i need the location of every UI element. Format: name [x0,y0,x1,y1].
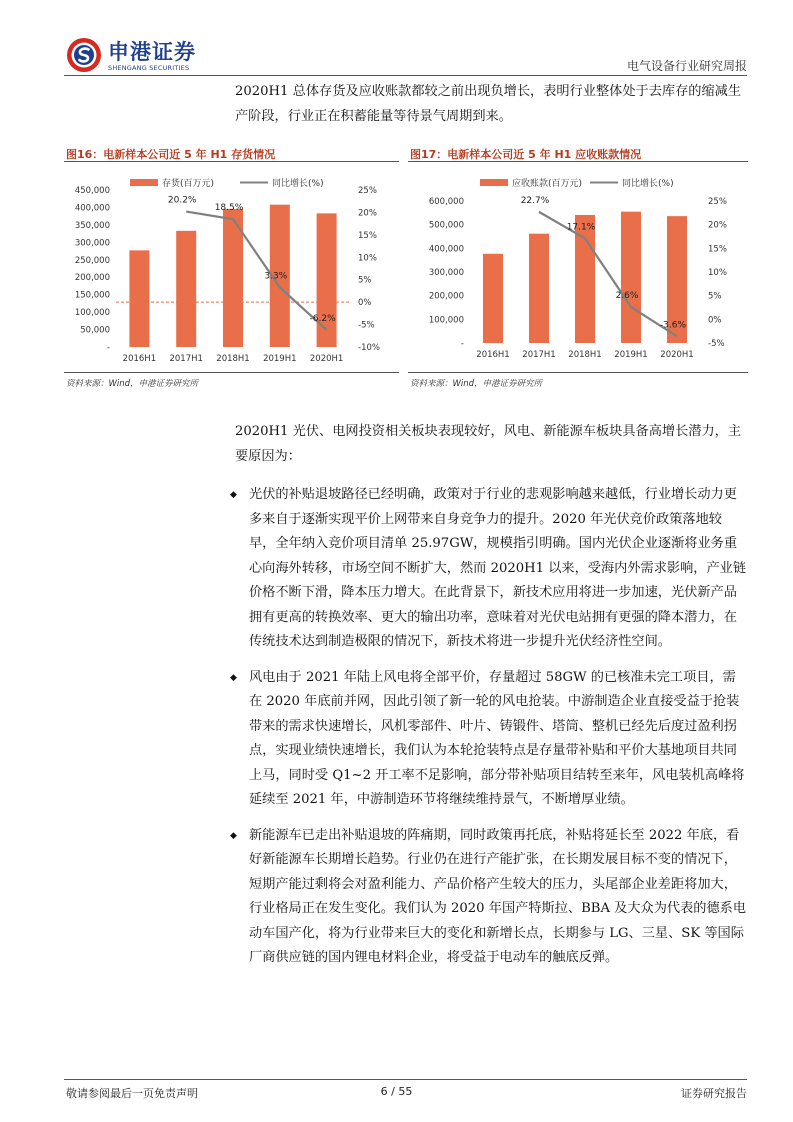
bar-2016H1 [483,254,503,343]
y2-axis-tick-label: 10% [358,253,377,264]
x-axis-tick-label: 2020H1 [660,350,694,360]
y-axis-tick-label: - [460,339,464,349]
y2-axis-tick-label: -5% [708,339,725,349]
legend-swatch-bar [480,179,508,186]
y2-axis-tick-label: 20% [358,208,377,219]
y2-axis-tick-label: 10% [708,268,727,278]
y-axis-tick-label: 350,000 [74,220,110,231]
footer-divider [64,1079,747,1080]
figure-16-bottom-rule [64,372,399,373]
figure-16-title: 图16：电新样本公司近 5 年 H1 存货情况 [66,148,276,161]
footer-disclaimer: 敬请参阅最后一页免责声明 [66,1087,198,1100]
growth-data-label: 22.7% [520,195,550,206]
x-axis-tick-label: 2020H1 [309,354,344,364]
legend-label-bar: 应收账款(百万元) [512,179,583,189]
growth-rate-line [186,212,326,330]
y-axis-tick-label: 200,000 [74,273,110,284]
growth-data-label: 18.5% [214,203,244,214]
bullet-text: 风电由于 2021 年陆上风电将全部平价，存量超过 58GW 的已核准未完工项目，需在 2020 年底前并网，因此引领了新一轮的风电抢装。中游制造企业直接受益于抢装带来的需求快速增长，风机零部件、叶片、铸锻件、塔筒、整机已经先后度过盈利拐点，实现业绩快速增长，我们认为本轮抢装特点是存量带补贴和平价大基地项目共同上马，同时受 Q1~2 开工率不足影响，部分带补贴项目结转至来年，风电装机高峰将延续至 2021 年，中游制造环节将继续维持景气，不断增厚业绩。 [249,669,745,807]
x-axis-tick-label: 2017H1 [522,350,556,360]
y2-axis-tick-label: 25% [358,186,377,196]
y2-axis-tick-label: 15% [708,244,727,255]
company-name-cn: 申港证券 [108,40,196,64]
y-axis-tick-label: 100,000 [74,308,110,319]
growth-rate-line [539,212,677,336]
x-axis-tick-label: 2018H1 [216,354,250,364]
receivables-chart [408,170,748,370]
figure-17-top-rule [408,161,748,162]
growth-data-label: 3.3% [264,271,288,282]
company-name-en: SHENGANG SECURITIES [108,64,190,72]
company-logo-icon [66,37,102,73]
y2-axis-tick-label: 25% [708,197,727,207]
y2-axis-tick-label: 0% [358,298,372,309]
growth-data-label: -6.2% [309,313,336,324]
x-axis-tick-label: 2016H1 [476,350,510,360]
y2-axis-tick-label: 5% [358,275,372,286]
header-divider [64,75,747,76]
bar-2019H1 [621,212,641,343]
x-axis-tick-label: 2017H1 [169,354,203,364]
x-axis-tick-label: 2016H1 [122,354,157,364]
y2-axis-tick-label: 15% [358,230,377,241]
y-axis-tick-label: 100,000 [428,315,464,326]
diamond-bullet-icon: ◆ [230,490,237,500]
bullet-list [230,483,748,982]
figure-16-top-rule [64,161,399,162]
y-axis-tick-label: 600,000 [428,197,464,207]
bar-2017H1 [176,231,196,347]
page-number: 6 / 55 [380,1085,413,1098]
y-axis-tick-label: 400,000 [74,203,110,214]
x-axis-tick-label: 2019H1 [614,350,648,360]
growth-data-label: 17.1% [566,222,596,233]
y2-axis-tick-label: 0% [708,315,722,326]
y-axis-tick-label: 450,000 [74,186,110,196]
footer-report-label: 证券研究报告 [681,1087,747,1100]
y-axis-tick-label: 200,000 [428,291,464,302]
y-axis-tick-label: 250,000 [74,255,110,266]
x-axis-tick-label: 2018H1 [568,350,602,360]
bar-2016H1 [129,250,149,347]
bar-2020H1 [317,213,337,347]
figure-17-source: 资料来源：Wind，申港证券研究所 [410,379,543,389]
growth-data-label: -3.6% [659,320,687,331]
y2-axis-tick-label: -10% [358,343,380,353]
y2-axis-tick-label: 5% [708,291,722,302]
legend-label-line: 同比增长(%) [272,179,324,189]
sector-summary-paragraph: 2020H1 光伏、电网投资相关板块表现较好，风电、新能源车板块具备高增长潜力，主要原因为： [235,424,742,464]
x-axis-tick-label: 2019H1 [263,354,297,364]
bullet-text: 新能源车已走出补贴退坡的阵痛期，同时政策再托底，补贴将延长至 2022 年底，看好新能源车长期增长趋势。行业仍在进行产能扩张，在长期发展目标不变的情况下，短期产能过剩将会对盈利能力、产品价格产生较大的压力，头尾部企业差距将加大，行业格局正在发生变化。我们认为 2020 年国产特斯拉、BBA 及大众为代表的德系电动车国产化，将为行业带来巨大的变化和新增长点，长期参与 LG、三星、SK 等国际厂商供应链的国内锂电材料企业，将受益于电动车的触底反弹。 [249,827,747,965]
diamond-bullet-icon: ◆ [230,672,237,683]
y-axis-tick-label: 500,000 [428,220,464,231]
y-axis-tick-label: 150,000 [74,290,110,301]
legend-swatch-bar [130,179,158,186]
figure-17-bottom-rule [408,372,748,373]
bar-2017H1 [529,234,549,343]
legend-label-bar: 存货(百万元) [162,179,215,189]
y2-axis-tick-label: -5% [358,320,375,331]
y-axis-tick-label: - [106,343,110,353]
figure-16-source: 资料来源：Wind，申港证券研究所 [66,379,199,389]
bullet-item-wind [230,666,748,813]
growth-data-label: 20.2% [167,195,197,206]
y2-axis-tick-label: 20% [708,220,727,231]
report-type-label: 电气设备行业研究周报 [626,59,747,73]
figure-17-title: 图17：电新样本公司近 5 年 H1 应收账款情况 [410,148,642,161]
y-axis-tick-label: 50,000 [80,325,110,336]
bullet-item-ev [230,824,748,971]
y-axis-tick-label: 300,000 [428,268,464,278]
diamond-bullet-icon: ◆ [230,830,237,841]
y-axis-tick-label: 400,000 [428,244,464,255]
intro-paragraph: 2020H1 总体存货及应收账款都较之前出现负增长，表明行业整体处于去库存的缩减生产阶段，行业正在积蓄能量等待景气周期到来。 [235,84,742,124]
legend-label-line: 同比增长(%) [622,179,674,189]
y-axis-tick-label: 300,000 [74,238,110,249]
inventory-chart [64,170,399,370]
growth-data-label: 2.6% [615,291,639,302]
bullet-item-pv [230,483,748,655]
bullet-text: 光伏的补贴退坡路径已经明确，政策对于行业的悲观影响越来越低，行业增长动力更多来自于逐渐实现平价上网带来自身竞争力的提升。2020 年光伏竞价政策落地较早，全年纳入竞价项目清单 25.97GW，规模指引明确。国内光伏企业逐渐将业务重心向海外转移，市场空间不断扩大，然而 2020H1 以来，受海内外需求影响，产业链价格不断下滑，降本压力增大。在此背景下，新技术应用将进一步加速，光伏新产品拥有更高的转换效率、更大的输出功率，意味着对光伏电站拥有更强的降本潜力，在传统技术达到制造极限的情况下，新技术将进一步提升光伏经济性空间。 [249,487,747,649]
